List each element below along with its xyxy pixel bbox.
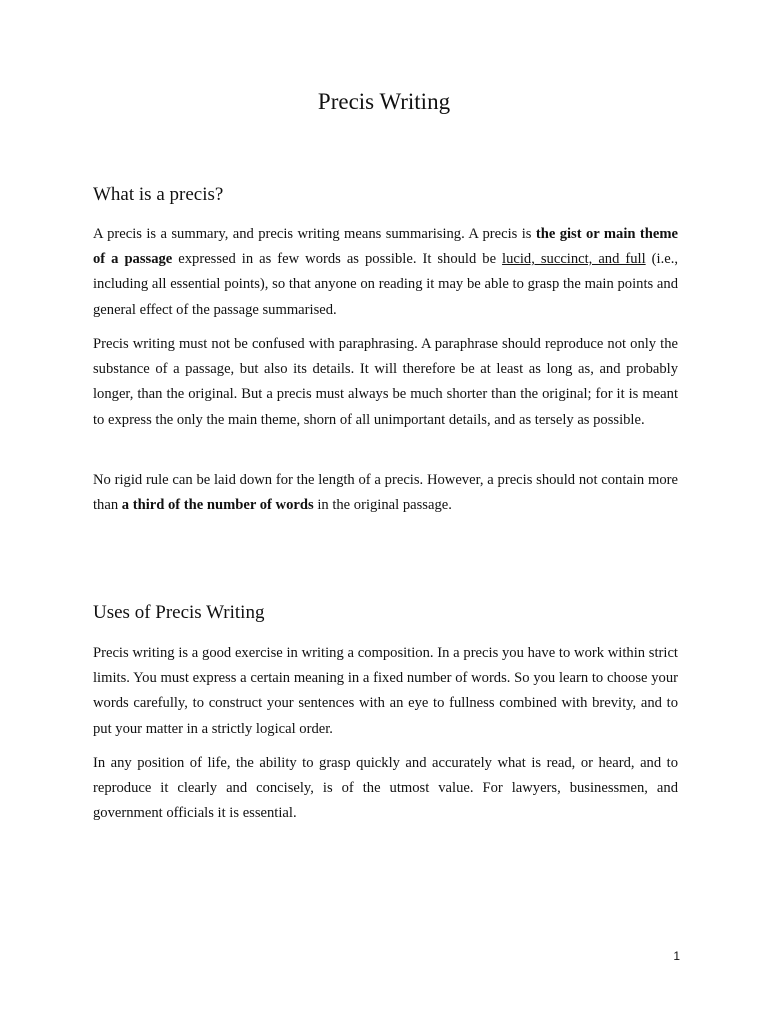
section-heading-what-is-precis: What is a precis? bbox=[93, 184, 224, 205]
paragraph-text: (i.e., including all essential points), so that anyone on reading it may be able to grasp the main points and general effect of the passage summarised. bbox=[93, 251, 678, 318]
paragraph-text: A precis is a summary, and precis writing means summarising. A precis is bbox=[93, 226, 536, 242]
paragraph-definition bbox=[93, 222, 678, 323]
paragraph-uses-value: In any position of life, the ability to grasp quickly and accurately what is read, or heard, and to reproduce it clearly and concisely, is of the utmost value. For lawyers, businessmen, and government officials it is essential. bbox=[93, 755, 678, 822]
page-number: 1 bbox=[673, 949, 680, 963]
paragraph-text: No rigid rule can be laid down for the length of a precis. However, a precis should not contain more than bbox=[93, 472, 678, 514]
document-title: Precis Writing bbox=[317, 89, 451, 114]
paragraph-uses-exercise: Precis writing is a good exercise in writing a composition. In a precis you have to work within strict limits. You must express a certain meaning in a fixed number of words. So you learn to choose your words carefully, to construct your sentences with an eye to fullness combined with brevity, and to put your matter in a strictly logical order. bbox=[93, 645, 678, 737]
paragraph-paraphrasing: Precis writing must not be confused with paraphrasing. A paraphrase should reproduce not only the substance of a passage, but also its details. It will therefore be at least as long as, and probably longer, than the original. But a precis must always be much shorter than the original; for it is meant to express the only the main theme, shorn of all unimportant details, and as tersely as possible. bbox=[93, 336, 678, 428]
section-heading-uses: Uses of Precis Writing bbox=[93, 602, 265, 623]
paragraph-text: expressed in as few words as possible. It should be bbox=[172, 251, 503, 268]
bold-phrase: a third of the number of words bbox=[121, 497, 314, 514]
paragraph-length-rule bbox=[93, 468, 678, 518]
underlined-phrase: lucid, succinct, and full bbox=[502, 251, 646, 268]
paragraph-text: in the original passage. bbox=[313, 497, 452, 514]
bold-phrase: the gist or main theme of a passage bbox=[93, 226, 678, 268]
